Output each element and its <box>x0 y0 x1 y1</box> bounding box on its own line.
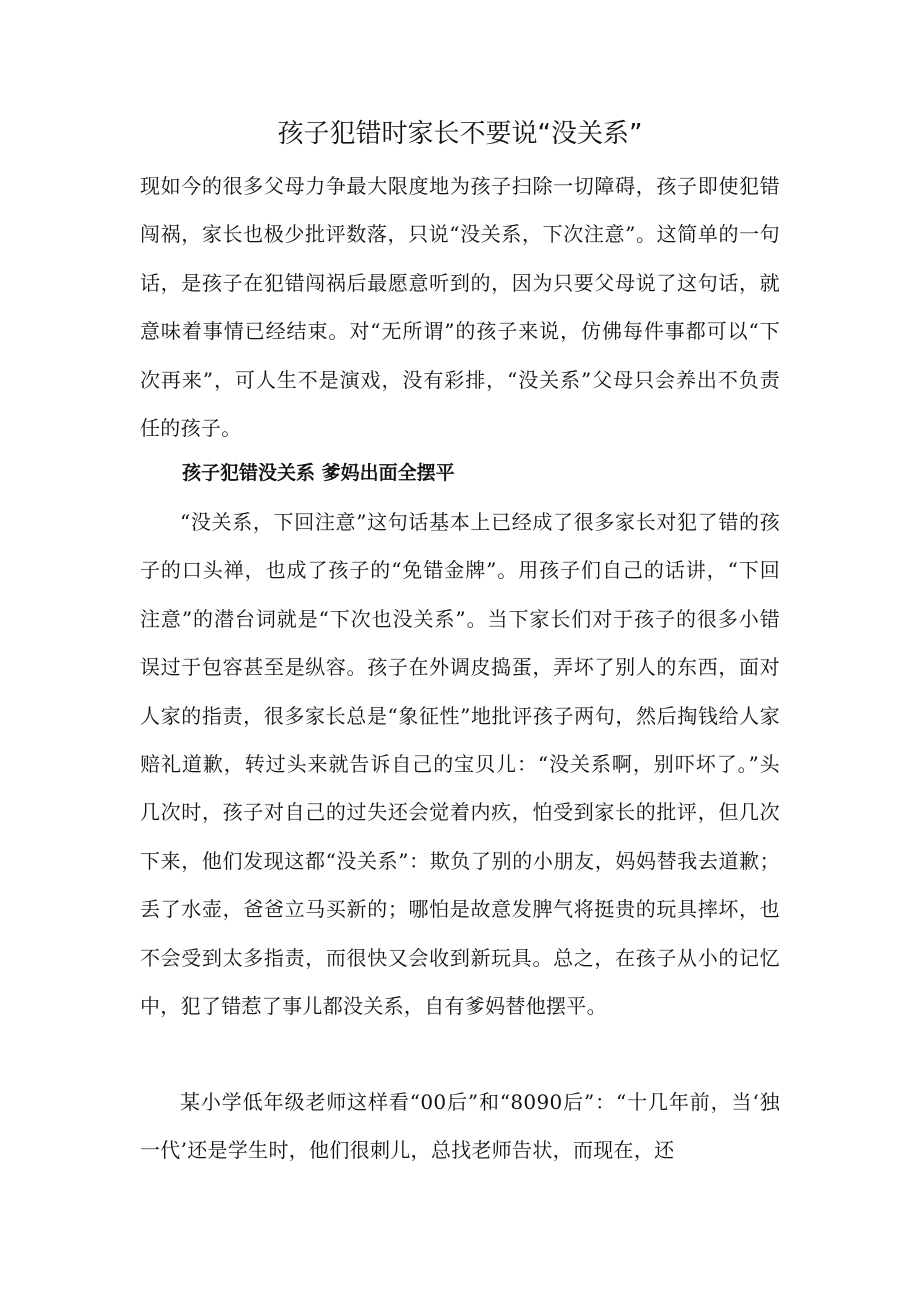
section-subheading: 孩子犯错没关系 爹妈出面全摆平 <box>182 462 455 484</box>
document-title: 孩子犯错时家长不要说“没关系” <box>277 119 643 149</box>
paragraph-teacher-quote: 某小学低年级老师这样看“00后”和“8090后”：“十几年前，当‘独一代’还是学生时，他们很刺儿，总找老师告状，而现在，还 <box>140 1090 780 1163</box>
paragraph-intro: 现如今的很多父母力争最大限度地为孩子扫除一切障碍，孩子即使犯错闯祸，家长也极少批评数落，只说“没关系，下次注意”。这简单的一句话，是孩子在犯错闯祸后最愿意听到的，因为只要父母说了这句话，就意味着事情已经结束。对“无所谓”的孩子来说，仿佛每件事都可以“下次再来”，可人生不是演戏，没有彩排，“没关系”父母只会养出不负责任的孩子。 <box>140 174 780 441</box>
paragraph-body: “没关系，下回注意”这句话基本上已经成了很多家长对犯了错的孩子的口头禅，也成了孩子的“免错金牌”。用孩子们自己的话讲，“下回注意”的潜台词就是“下次也没关系”。当下家长们对于孩子的很多小错误过于包容甚至是纵容。孩子在外调皮捣蛋，弄坏了别人的东西，面对人家的指责，很多家长总是“象征性”地批评孩子两句，然后掏钱给人家赔礼道歉，转过头来就告诉自己的宝贝儿：“没关系啊，别吓坏了。”头几次时，孩子对自己的过失还会觉着内疚，怕受到家长的批评，但几次下来，他们发现这都“没关系”：欺负了别的小朋友，妈妈替我去道歉；丢了水壶，爸爸立马买新的；哪怕是故意发脾气将挺贵的玩具摔坏，也不会受到太多指责，而很快又会收到新玩具。总之，在孩子从小的记忆中，犯了错惹了事儿都没关系，自有爹妈替他摆平。 <box>140 510 780 1019</box>
